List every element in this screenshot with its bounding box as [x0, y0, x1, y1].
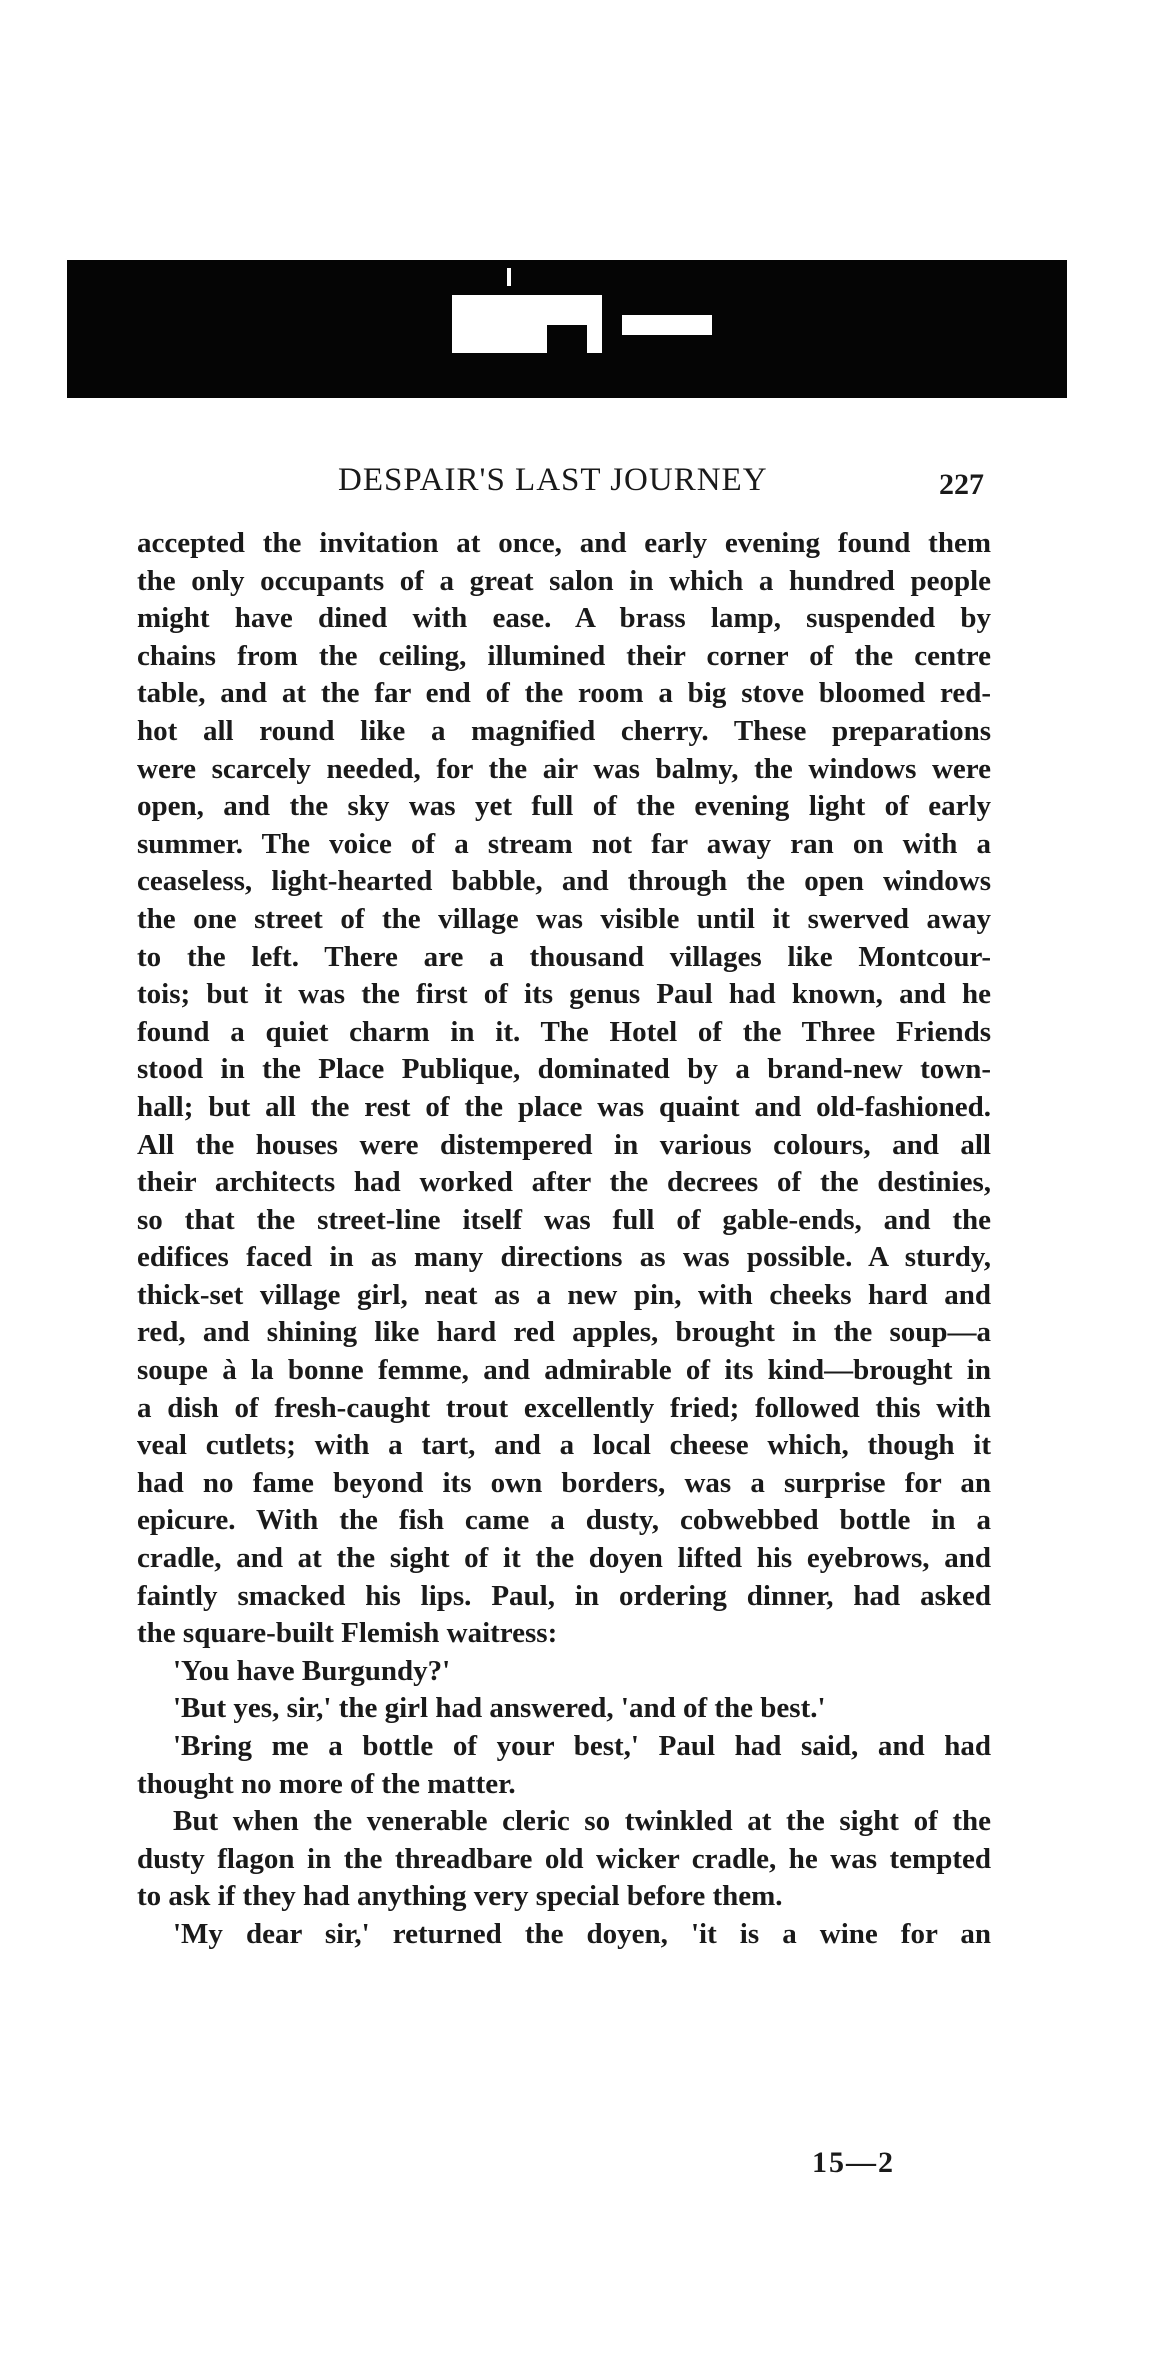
body-text	[137, 525, 991, 1954]
scan-artifact	[507, 268, 511, 286]
text-line: epicure. With the fish came a dusty, cobwebbed bottle in a	[137, 1504, 991, 1537]
text-line: stood in the Place Publique, dominated by a brand-new town-	[137, 1053, 991, 1086]
text-line: veal cutlets; with a tart, and a local cheese which, though it	[137, 1429, 991, 1462]
text-line: open, and the sky was yet full of the evening light of early	[137, 790, 991, 823]
text-line: 'My dear sir,' returned the doyen, 'it is a wine for an	[173, 1917, 991, 1950]
text-line: thick-set village girl, neat as a new pin, with cheeks hard and	[137, 1278, 991, 1311]
text-line: But when the venerable cleric so twinkled at the sight of the	[173, 1805, 991, 1838]
scan-artifact	[622, 315, 712, 335]
text-line: faintly smacked his lips. Paul, in ordering dinner, had asked	[137, 1579, 991, 1612]
text-line: the square-built Flemish waitress:	[137, 1617, 558, 1650]
text-line: to the left. There are a thousand villages like Montcour-	[137, 940, 991, 973]
text-line: thought no more of the matter.	[137, 1767, 516, 1800]
text-line: chains from the ceiling, illumined their corner of the centre	[137, 639, 991, 672]
text-line: 'You have Burgundy?'	[173, 1654, 451, 1687]
text-line: had no fame beyond its own borders, was a surprise for an	[137, 1466, 991, 1499]
text-line: ceaseless, light-hearted babble, and through the open windows	[137, 865, 991, 898]
printer-signature: 15—2	[812, 2146, 895, 2179]
text-line: cradle, and at the sight of it the doyen lifted his eyebrows, and	[137, 1542, 991, 1575]
scan-black-band	[67, 260, 1067, 398]
text-line: the only occupants of a great salon in which a hundred people	[137, 564, 991, 597]
page-number: 227	[939, 468, 984, 501]
text-line: their architects had worked after the decrees of the destinies,	[137, 1166, 991, 1199]
text-line: to ask if they had anything very special before them.	[137, 1880, 783, 1913]
text-line: edifices faced in as many directions as was possible. A sturdy,	[137, 1241, 991, 1274]
text-line: so that the street-line itself was full of gable-ends, and the	[137, 1203, 991, 1236]
text-line: found a quiet charm in it. The Hotel of the Three Friends	[137, 1015, 991, 1048]
scan-artifact	[547, 325, 587, 355]
text-line: were scarcely needed, for the air was balmy, the windows were	[137, 752, 991, 785]
text-line: table, and at the far end of the room a big stove bloomed red-	[137, 677, 991, 710]
text-line: 'But yes, sir,' the girl had answered, 'and of the best.'	[173, 1692, 826, 1725]
text-line: 'Bring me a bottle of your best,' Paul had said, and had	[173, 1730, 991, 1762]
running-head: DESPAIR'S LAST JOURNEY	[338, 462, 768, 498]
text-line: dusty flagon in the threadbare old wicker cradle, he was tempted	[137, 1842, 991, 1875]
text-line: tois; but it was the first of its genus Paul had known, and he	[137, 978, 991, 1011]
text-line: All the houses were distempered in various colours, and all	[137, 1128, 991, 1161]
text-line: a dish of fresh-caught trout excellently fried; followed this with	[137, 1391, 991, 1424]
text-line: red, and shining like hard red apples, brought in the soup—a	[137, 1316, 991, 1349]
text-line: accepted the invitation at once, and early evening found them	[137, 527, 991, 559]
text-line: might have dined with ease. A brass lamp, suspended by	[137, 602, 991, 635]
text-line: soupe à la bonne femme, and admirable of its kind—brought in	[137, 1354, 991, 1387]
text-line: hot all round like a magnified cherry. These preparations	[137, 714, 991, 747]
text-line: the one street of the village was visible until it swerved away	[137, 902, 991, 935]
text-line: summer. The voice of a stream not far away ran on with a	[137, 827, 991, 860]
text-line: hall; but all the rest of the place was quaint and old-fashioned.	[137, 1090, 991, 1123]
